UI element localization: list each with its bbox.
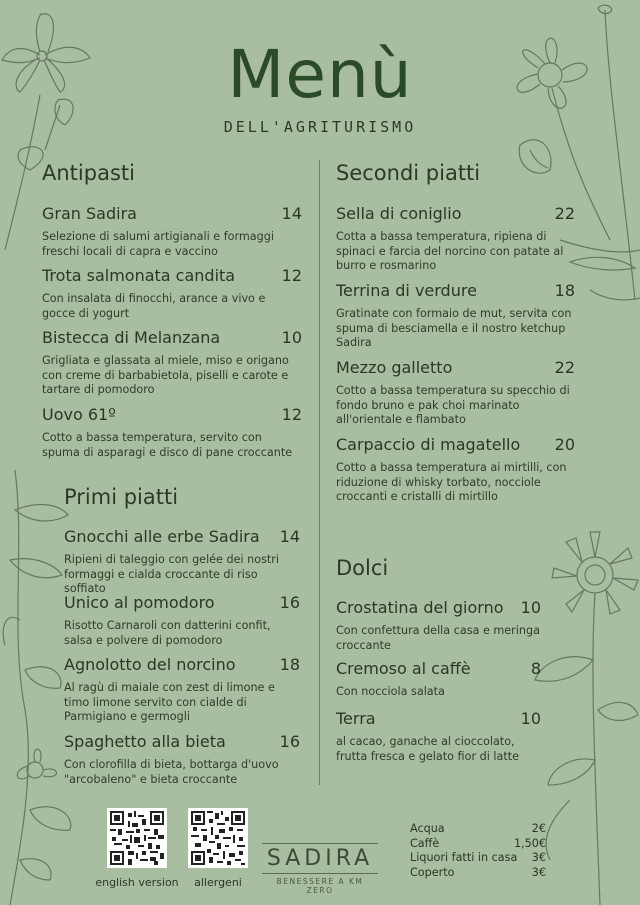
- menu-item: [64, 732, 300, 787]
- menu-item: [336, 204, 575, 274]
- item-name: Unico al pomodoro: [64, 593, 215, 612]
- item-name: Terra: [336, 709, 376, 728]
- menu-item: [336, 358, 575, 428]
- menu-item: [64, 593, 300, 648]
- extra-name: Liquori fatti in casa: [410, 851, 518, 865]
- item-description: Grigliata e glassata al miele, miso e origano con creme di barbabietola, piselli e carote e tartare di pomodoro: [42, 354, 289, 397]
- qr-label-english: english version: [95, 876, 179, 889]
- item-name: Cremoso al caffè: [336, 659, 471, 678]
- menu-item: [336, 281, 575, 351]
- extras-price-list: [410, 822, 546, 881]
- extra-name: Acqua: [410, 822, 445, 835]
- extra-row: [410, 837, 546, 852]
- item-description: Al ragù di maiale con zest di limone e timo limone servito con cialde di Parmigiano e germogli: [64, 681, 275, 724]
- extra-price: 3€: [531, 866, 546, 880]
- extra-row: [410, 851, 546, 866]
- extra-name: Coperto: [410, 866, 455, 880]
- item-name: Mezzo galletto: [336, 358, 453, 377]
- menu-item: [336, 435, 575, 505]
- item-name: Sella di coniglio: [336, 204, 462, 223]
- item-description: Cotto a bassa temperatura, servito con spuma di asparagi e disco di pane croccante: [42, 431, 293, 459]
- item-price: 14: [281, 204, 302, 223]
- extra-name: Caffè: [410, 836, 440, 850]
- section-title-antipasti: Antipasti: [42, 161, 135, 185]
- logo-tagline: BENESSERE A KM ZERO: [276, 877, 364, 895]
- item-name: Spaghetto alla bieta: [64, 732, 226, 751]
- item-name: Trota salmonata candita: [42, 266, 236, 285]
- menu-item: [64, 527, 300, 597]
- item-description: Con clorofilla di bieta, bottarga d'uovo "arcobaleno" e bieta croccante: [64, 758, 279, 786]
- menu-title: Menù: [227, 36, 413, 113]
- logo-name: SADIRA: [262, 843, 378, 874]
- item-price: 10: [520, 598, 541, 617]
- item-name: Agnolotto del norcino: [64, 655, 236, 674]
- item-name: Crostatina del giorno: [336, 598, 504, 617]
- column-divider: [319, 160, 320, 785]
- menu-item: [42, 328, 302, 398]
- item-price: 22: [554, 358, 575, 377]
- menu-item: [42, 204, 302, 259]
- item-price: 10: [281, 328, 302, 347]
- item-description: al cacao, ganache al cioccolato, frutta fresca e gelato fior di latte: [336, 735, 519, 763]
- item-description: Selezione di salumi artigianali e formaggi freschi locali di capra e vaccino: [42, 230, 274, 258]
- menu-subtitle: DELL'AGRITURISMO: [223, 118, 417, 136]
- item-price: 8: [530, 659, 541, 678]
- section-title-dolci: Dolci: [336, 556, 389, 580]
- menu-item: [42, 405, 302, 460]
- extra-price: 2€: [531, 822, 546, 835]
- sadira-logo: [262, 843, 378, 895]
- item-description: Risotto Carnaroli con datterini confit, salsa e polvere di pomodoro: [64, 619, 271, 647]
- qr-code-allergens[interactable]: [188, 808, 248, 868]
- item-name: Terrina di verdure: [336, 281, 477, 300]
- item-price: 14: [279, 527, 300, 546]
- section-title-secondi: Secondi piatti: [336, 161, 481, 185]
- section-title-primi: Primi piatti: [64, 485, 179, 509]
- menu-item: [336, 709, 541, 764]
- item-price: 12: [281, 405, 302, 424]
- qr-code-icon: [110, 811, 164, 865]
- extra-row: [410, 822, 546, 837]
- qr-label-allergens: allergeni: [194, 876, 242, 889]
- item-price: 18: [279, 655, 300, 674]
- extra-row: [410, 866, 546, 881]
- extra-price: 3€: [531, 851, 546, 865]
- menu-item: [336, 659, 541, 700]
- item-price: 22: [554, 204, 575, 223]
- item-description: Ripieni di taleggio con gelée dei nostri formaggi e cialda croccante di riso soffiato: [64, 553, 280, 596]
- item-price: 10: [520, 709, 541, 728]
- item-name: Bistecca di Melanzana: [42, 328, 221, 347]
- item-name: Gran Sadira: [42, 204, 137, 223]
- menu-item: [42, 266, 302, 321]
- item-price: 12: [281, 266, 302, 285]
- qr-code-icon: [191, 811, 245, 865]
- menu-item: [64, 655, 300, 725]
- item-description: Gratinate con formaio de mut, servita con spuma di besciamella e il nostro ketchup Sadira: [336, 307, 572, 350]
- item-description: Con insalata di finocchi, arance a vivo e gocce di yogurt: [42, 292, 266, 320]
- menu-item: [336, 598, 541, 653]
- item-price: 18: [554, 281, 575, 300]
- qr-code-english[interactable]: [107, 808, 167, 868]
- item-name: Uovo 61º: [42, 405, 116, 424]
- item-description: Cotto a bassa temperatura su specchio di fondo bruno e pak choi marinato all'orientale e flambato: [336, 384, 570, 427]
- item-name: Gnocchi alle erbe Sadira: [64, 527, 260, 546]
- item-description: Con confettura della casa e meringa croccante: [336, 624, 540, 652]
- item-price: 20: [554, 435, 575, 454]
- item-description: Con nocciola salata: [336, 685, 445, 698]
- item-price: 16: [279, 732, 300, 751]
- item-name: Carpaccio di magatello: [336, 435, 521, 454]
- item-price: 16: [279, 593, 300, 612]
- item-description: Cotto a bassa temperatura ai mirtilli, con riduzione di whisky torbato, nocciole croccanti e cristalli di mirtillo: [336, 461, 567, 504]
- extra-price: 1,50€: [513, 836, 546, 850]
- item-description: Cotta a bassa temperatura, ripiena di spinaci e farcia del norcino con patate al burro e rosmarino: [336, 230, 564, 273]
